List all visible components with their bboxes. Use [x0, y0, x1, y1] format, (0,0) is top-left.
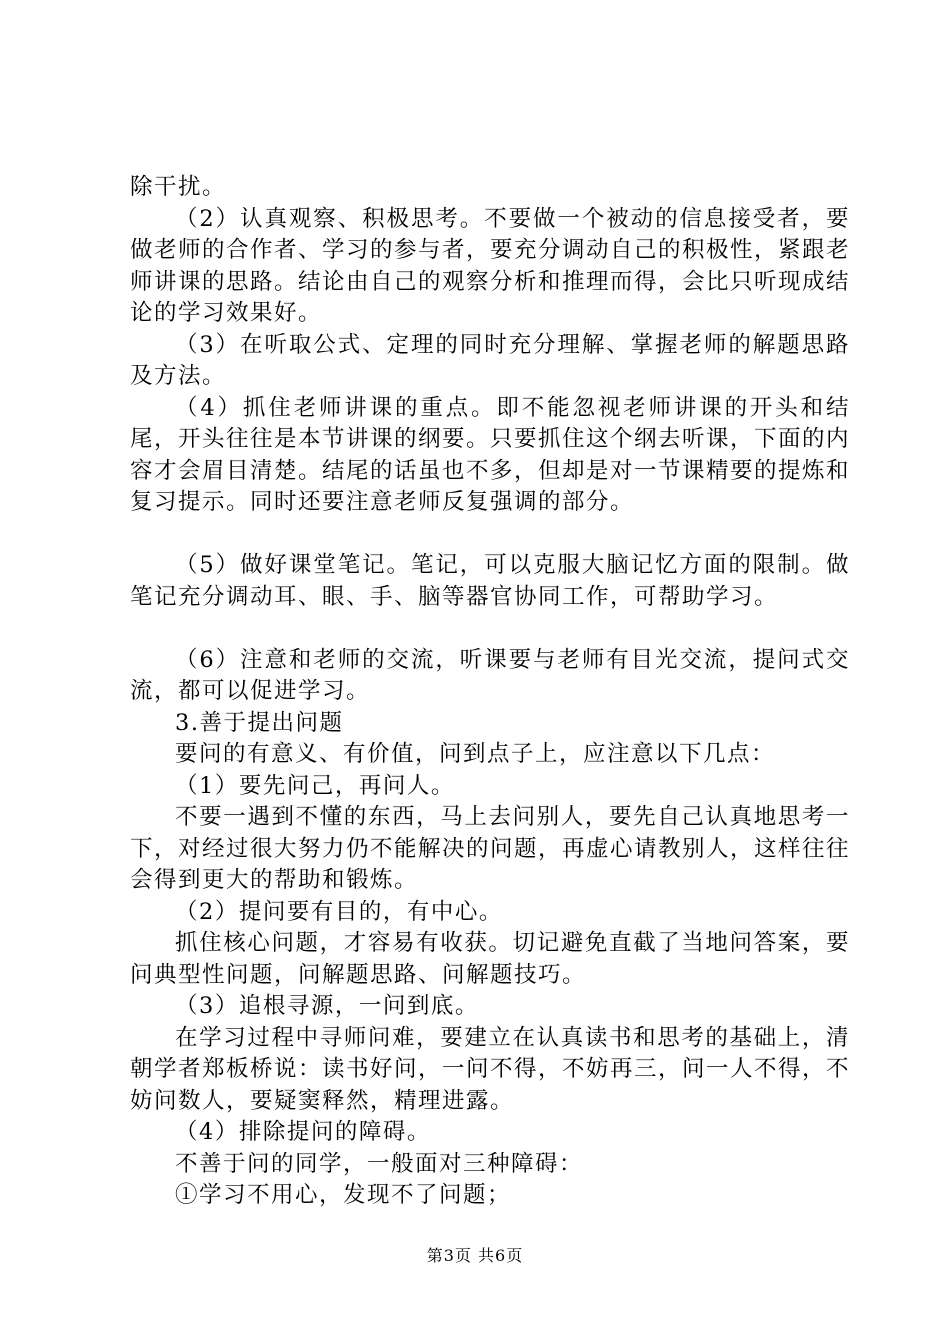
paragraph-gap [130, 613, 850, 645]
paragraph-1-body: 不要一遇到不懂的东西，马上去问别人，要先自己认真地思考一下，对经过很大努力仍不能解决的问题，再虚心请教别人，这样往往会得到更大的帮助和锻炼。 [130, 804, 851, 893]
paragraph-point-3: （3）在听取公式、定理的同时充分理解、掌握老师的解题思路及方法。 [130, 331, 850, 389]
subheading-4: （4）排除提问的障碍。 [175, 1119, 431, 1145]
page-number-footer: 第3页 共6页 [426, 1246, 524, 1265]
subheading-2: （2）提问要有目的，有中心。 [175, 898, 503, 925]
paragraph-2-body: 抓住核心问题，才容易有收获。切记避免直截了当地问答案，要问典型性问题，问解题思路、问解题技巧。 [130, 930, 850, 988]
paragraph-4-body: 不善于问的同学，一般面对三种障碍： [175, 1150, 584, 1177]
paragraph-intro: 要问的有意义、有价值，问到点子上，应注意以下几点： [175, 741, 776, 767]
paragraph-continuation: 除干扰。 [130, 174, 227, 200]
paragraph-point-6: （6）注意和老师的交流，听课要与老师有目光交流，提问式交流，都可以促进学习。 [130, 646, 850, 704]
list-item-obstacle-1: ①学习不用心，发现不了问题； [175, 1182, 512, 1208]
subheading-1: （1）要先问己，再问人。 [175, 772, 455, 799]
subheading-3: （3）追根寻源，一问到底。 [175, 993, 479, 1019]
page-body [130, 172, 850, 1212]
paragraph-3-body: 在学习过程中寻师问难，要建立在认真读书和思考的基础上，清朝学者郑板桥说：读书好问，一问不得，不妨再三，问一人不得，不妨问数人，要疑窦释然，精理进露。 [130, 1024, 851, 1114]
section-heading-ask-questions: 3.善于提出问题 [175, 709, 344, 736]
paragraph-point-2: （2）认真观察、积极思考。不要做一个被动的信息接受者，要做老师的合作者、学习的参与者，要充分调动自己的积极性，紧跟老师讲课的思路。结论由自己的观察分析和推理而得，会比只听现成结论的学习效果好。 [130, 205, 851, 326]
paragraph-point-4: （4）抓住老师讲课的重点。即不能忽视老师讲课的开头和结尾，开头往往是本节讲课的纲要。只要抓住这个纲去听课，下面的内容才会眉目清楚。结尾的话虽也不多，但却是对一节课精要的提炼和复习提示。同时还要注意老师反复强调的部分。 [130, 394, 851, 515]
paragraph-gap [130, 519, 850, 551]
paragraph-point-5: （5）做好课堂笔记。笔记，可以克服大脑记忆方面的限制。做笔记充分调动耳、眼、手、脑等器官协同工作，可帮助学习。 [130, 552, 850, 610]
